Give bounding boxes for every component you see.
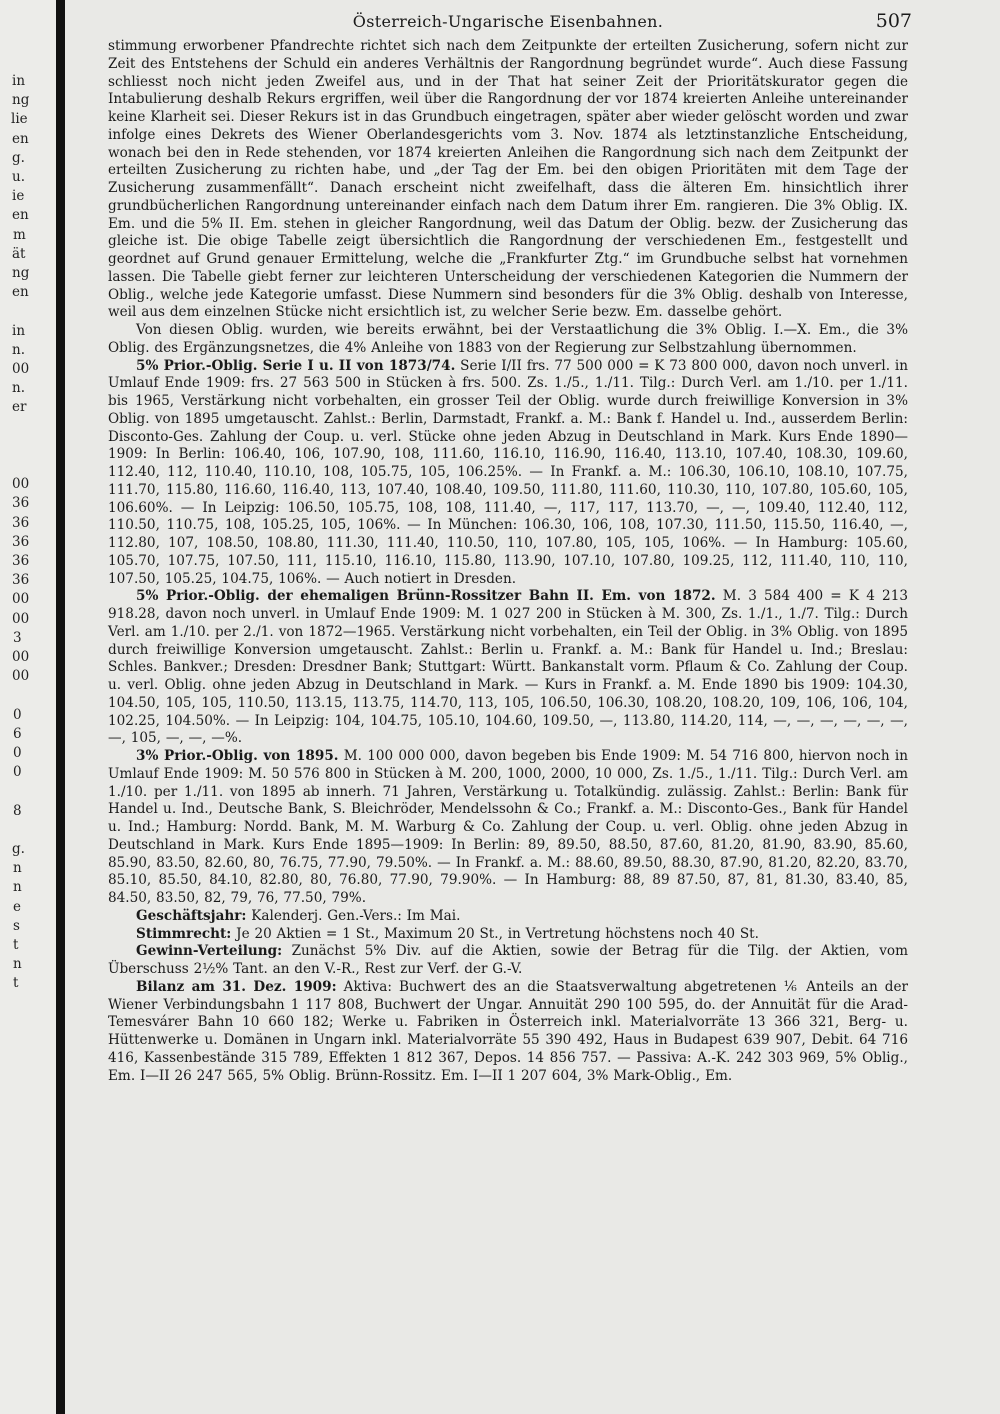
margin-fragment: t — [13, 937, 19, 953]
margin-fragment: 00 — [12, 668, 30, 685]
margin-fragment: 00 — [12, 610, 30, 627]
paragraph-bilanz — [108, 979, 908, 1086]
margin-fragment: in — [12, 73, 26, 89]
paragraph-text: Zunächst 5% Div. auf die Aktien, sowie der Betrag für die Tilg. der Aktien, vom Überschuss 2½% Tant. an den V.-R., Rest zur Verf. der G.-V. — [108, 943, 908, 977]
paragraph-text: Von diesen Oblig. wurden, wie bereits erwähnt, bei der Verstaatlichung die 3% Oblig. I.—X. Em., die 3% Oblig. des Ergänzungsnetzes, die 4% Anleihe von 1883 von der Regierung zur Selbstzahlung übernommen. — [108, 322, 908, 356]
margin-fragment: m — [13, 226, 26, 243]
paragraph-geschaeftsjahr — [108, 908, 908, 926]
paragraph-text: Serie I/II frs. 77 500 000 = K 73 800 000, davon noch unverl. in Umlauf Ende 1909: frs. 27 563 500 in Stücken à frs. 500. Zs. 1./5., 1./11. Tilg.: Durch Verl. am 1./10. per 1./11. bis 1965, Verstärkung nicht vorbehalten, ein grosser Teil der Oblig. wurde durch freiwillige Konversion in 3% Oblig. von 1895 umgetauscht. Zahlst.: Berlin, Darmstadt, Frankf. a. M.: Bank f. Handel u. Ind., ausserdem Berlin: Disconto-Ges. Zahlung der Coup. u. verl. Stücke ohne jeden Abzug in Deutschland in Mark. Kurs Ende 1890—1909: In Berlin: 106.40, 106, 107.90, 108, 111.60, 116.10, 116.90, 116.40, 113.10, 107.40, 108.30, 109.60, 112.40, 112, 110.40, 110.10, 108, 105.75, 105, 106.25%. — In Frankf. a. M.: 106.30, 106.10, 108.10, 107.75, 111.70, 115.80, 116.60, 116.40, 113, 107.40, 108.40, 109.50, 111.80, 111.60, 110.30, 110, 107.80, 105.60, 105, 106.60%. — In Leipzig: 106.50, 105.75, 108, 108, 111.40, —, 117, 117, 113.70, —, —, 109.40, 112.40, 112, 110.50, 110.75, 108, 105.25, 105, 106%. — In München: 106.30, 106, 108, 107.30, 111.50, 115.50, 116.40, —, 112.80, 107, 108.50, 108.80, 111.30, 111.40, 110.50, 110, 107.80, 105, 105, 106%. — In Hamburg: 105.60, 105.70, 107.75, 107.50, 111, 115.10, 116.10, 115.80, 113.90, 107.10, 107.80, 109.25, 112, 111.40, 110, 110, 107.50, 105.25, 104.75, 106%. — Auch notiert in Dresden. — [108, 357, 909, 587]
body-text — [108, 38, 908, 1085]
margin-fragment: 8 — [13, 802, 22, 819]
margin-fragment: n. — [12, 380, 25, 397]
paragraph-text: Aktiva: Buchwert des an die Staatsverwaltung abgetretenen ⅙ Anteils an der Wiener Verbindungsbahn 1 117 808, Buchwert der Ungar. Annuität 290 100 595, do. der Annuität für die Arad-Temesvárer Bahn 10 660 182; Werke u. Fabriken in Österreich inkl. Materialvorräte 13 366 321, Berg- u. Hüttenwerke u. Domänen in Ungarn inkl. Materialvorräte 55 390 492, Haus in Budapest 639 907, Debit. 64 716 416, Kassenbestände 315 789, Effekten 1 812 367, Depos. 14 856 757. — Passiva: A.-K. 242 303 969, 5% Oblig., Em. I—II 26 247 565, 5% Oblig. Brünn-Rossitz. Em. I—II 1 207 604, 3% Mark-Oblig., Em. — [108, 978, 908, 1084]
paragraph-verstaatlichung — [108, 322, 908, 358]
margin-fragment: 00 — [12, 361, 30, 377]
margin-fragment: er — [12, 399, 27, 416]
paragraph-heading: Stimmrecht: — [136, 925, 232, 942]
page-number: 507 — [875, 10, 912, 32]
margin-fragment: 00 — [12, 476, 30, 493]
paragraph-text: M. 100 000 000, davon begeben bis Ende 1909: M. 54 716 800, hiervon noch in Umlauf Ende 1909: M. 50 576 800 in Stücken à M. 200, 1000, 2000, 10 000, Zs. 1./5., 1./11. Tilg.: Durch Verl. am 1./10. per 1./11. von 1895 ab innerh. 71 Jahren, Verstärkung u. Totalkündig. zulässig. Zahlst.: Berlin: Bank für Handel u. Ind., Deutsche Bank, S. Bleichröder, Mendelssohn & Co.; Frankf. a. M.: Disconto-Ges., Bank für Handel u. Ind.; Hamburg: Nordd. Bank, M. M. Warburg & Co. Zahlung der Coup. u. verl. Oblig. ohne jeden Abzug in Deutschland in Mark. Kurs Ende 1895—1909: In Berlin: 89, 89.50, 88.50, 87.60, 81.20, 81.90, 83.90, 85.60, 85.90, 83.50, 82.60, 80, 76.75, 77.90, 79.50%. — In Frankf. a. M.: 88.60, 89.50, 88.30, 87.90, 81.20, 82.20, 83.70, 85.10, 85.50, 84.10, 82.80, 80, 76.80, 77.90, 79.90%. — In Hamburg: 88, 89 87.50, 87, 81, 81.30, 83.40, 85, 84.50, 83.50, 82, 79, 76, 77.50, 79%. — [108, 748, 908, 906]
margin-fragment: 36 — [12, 495, 30, 512]
paragraph-text: Kalenderj. Gen.-Vers.: Im Mai. — [251, 907, 461, 924]
margin-fragment: ät — [12, 245, 26, 262]
margin-fragment: ng — [12, 265, 30, 281]
margin-fragment: n — [13, 860, 22, 877]
margin-fragment: u. — [12, 169, 25, 185]
margin-fragment: 6 — [13, 725, 22, 742]
paragraph-heading: Geschäftsjahr: — [136, 907, 247, 924]
margin-fragment: n — [13, 879, 22, 896]
margin-fragment: s — [13, 917, 20, 934]
margin-fragment: n — [13, 956, 22, 973]
paragraph-heading: Bilanz am 31. Dez. 1909: — [136, 978, 337, 995]
paragraph-text: Je 20 Aktien = 1 St., Maximum 20 St., in Vertretung höchstens noch 40 St. — [236, 925, 759, 942]
paragraph-prior-oblig-1895 — [108, 748, 908, 908]
margin-fragment: 36 — [12, 514, 30, 531]
book-spine-shadow — [56, 0, 65, 1414]
margin-fragment: 00 — [12, 591, 30, 608]
paragraph-rangordnung — [108, 38, 908, 322]
paragraph-text: M. 3 584 400 = K 4 213 918.28, davon noch unverl. in Umlauf Ende 1909: M. 1 027 200 in Stücken à M. 300, Zs. 1./1., 1./7. Tilg.: Durch Verl. am 1./10. per 2./1. von 1872—1965. Verstärkung nicht vorbehalten, ein Teil der Oblig. in 3% Oblig. von 1895 durch freiwillige Konversion umgetauscht. Zahlst.: Berlin u. Frankf. a. M.: Bank für Handel u. Ind.; Breslau: Schles. Bankver.; Dresden: Dresdner Bank; Stuttgart: Württ. Bankanstalt vorm. Pflaum & Co. Zahlung der Coup. u. verl. Oblig. ohne jeden Abzug in Deutschland in Mark. — Kurs in Frankf. a. M. Ende 1890 bis 1909: 104.30, 104.50, 105, 105, 110.50, 113.15, 113.75, 114.70, 113, 105, 106.50, 106.30, 108.20, 108.20, 109, 106, 106, 104, 102.25, 104.50%. — In Leipzig: 104, 104.75, 105.10, 104.60, 109.50, —, 113.80, 114.20, 114, —, —, —, —, —, —, —, 105, —, —, —%. — [108, 588, 908, 747]
margin-fragment: 0 — [13, 745, 22, 761]
margin-fragment: 0 — [13, 706, 22, 723]
running-title: Österreich-Ungarische Eisenbahnen. — [352, 12, 664, 31]
paragraph-prior-oblig-1873 — [108, 358, 908, 589]
margin-fragment: g. — [12, 149, 25, 166]
margin-fragment: lie — [11, 111, 28, 128]
paragraph-text: stimmung erworbener Pfandrechte richtet sich nach dem Zeitpunkte der erteilten Zusicherung, sofern nicht zur Zeit des Entstehens der Schuld ein anderes Verhältnis der Rangordnung begründet wurde“. Auch diese Fassung schliesst noch nicht jeden Zweifel aus, und in der That hat seiner Zeit der Prioritätskurator gegen die Intabulierung deshalb Rekurs ergriffen, weil über die Rangordnung der vor 1874 kreierten Anleihe untereinander keine Klarheit sei. Dieser Rekurs ist in das Grundbuch eingetragen, später aber wieder gelöscht worden und zwar infolge eines Dekrets des Wiener Oberlandesgerichts vom 3. Nov. 1874 als letztinstanzliche Entscheidung, wonach bei den in Rede stehenden, vor 1874 kreierten Anleihen die Rangordnung sich nach dem Zeitpunkt der erteilten Zusicherung zu richten habe, und „der Tag der Em. bei den obigen Prioritäten mit dem Tage der Zusicherung zusammenfällt“. Danach erscheint nicht zweifelhaft, dass die älteren Em. hinsichtlich ihrer grundbücherlichen Rangordnung untereinander einfach nach dem Datum ihrer Em. rangieren. Die 3% Oblig. IX. Em. und die 5% II. Em. stehen in gleicher Rangordnung, weil das Datum der Oblig. bezw. der Zusicherung das gleiche ist. Die obige Tabelle zeigt übersichtlich die Rangordnung der verschiedenen Em., festgestellt und geordnet auf Grund genauer Ermittelung, welche die „Frankfurter Ztg.“ im Grundbuche selbst hat vornehmen lassen. Die Tabelle giebt ferner zur leichteren Unterscheidung der verschiedenen Kategorien die Nummern der Oblig., welche jede Kategorie umfasst. Diese Nummern sind besonders für die 3% Oblig. deshalb von Interesse, weil aus dem einzelnen Stücke nicht ersichtlich ist, zu welcher Serie bezw. Em. dasselbe gehört. — [108, 38, 908, 321]
paragraph-bruenn-rossitzer — [108, 588, 908, 748]
margin-fragment: 00 — [12, 649, 30, 665]
margin-fragment: en — [12, 284, 29, 301]
margin-fragment: 0 — [13, 764, 22, 781]
margin-fragment: en — [12, 207, 29, 224]
margin-fragment: n. — [12, 341, 25, 358]
margin-fragment: ie — [12, 188, 25, 205]
paragraph-heading: 5% Prior.-Oblig. Serie I u. II von 1873/74. — [136, 357, 456, 374]
paragraph-heading: Gewinn-Verteilung: — [136, 943, 283, 960]
margin-fragment: ng — [12, 92, 30, 109]
margin-fragment: t — [13, 975, 19, 992]
margin-fragment: g. — [12, 841, 25, 857]
margin-fragment: 36 — [12, 533, 30, 550]
paragraph-heading: 3% Prior.-Oblig. von 1895. — [136, 748, 339, 764]
margin-fragment: 3 — [13, 629, 22, 646]
document-page — [108, 8, 912, 1085]
paragraph-stimmrecht — [108, 926, 908, 944]
margin-fragment: en — [12, 130, 29, 147]
paragraph-gewinn-verteilung — [108, 943, 908, 979]
running-header — [108, 8, 912, 38]
paragraph-heading: 5% Prior.-Oblig. der ehemaligen Brünn-Rossitzer Bahn II. Em. von 1872. — [136, 588, 716, 605]
margin-fragment: 36 — [12, 553, 30, 569]
margin-fragment: in — [12, 322, 26, 339]
margin-fragment: e — [13, 898, 21, 915]
margin-fragment: 36 — [12, 572, 30, 589]
